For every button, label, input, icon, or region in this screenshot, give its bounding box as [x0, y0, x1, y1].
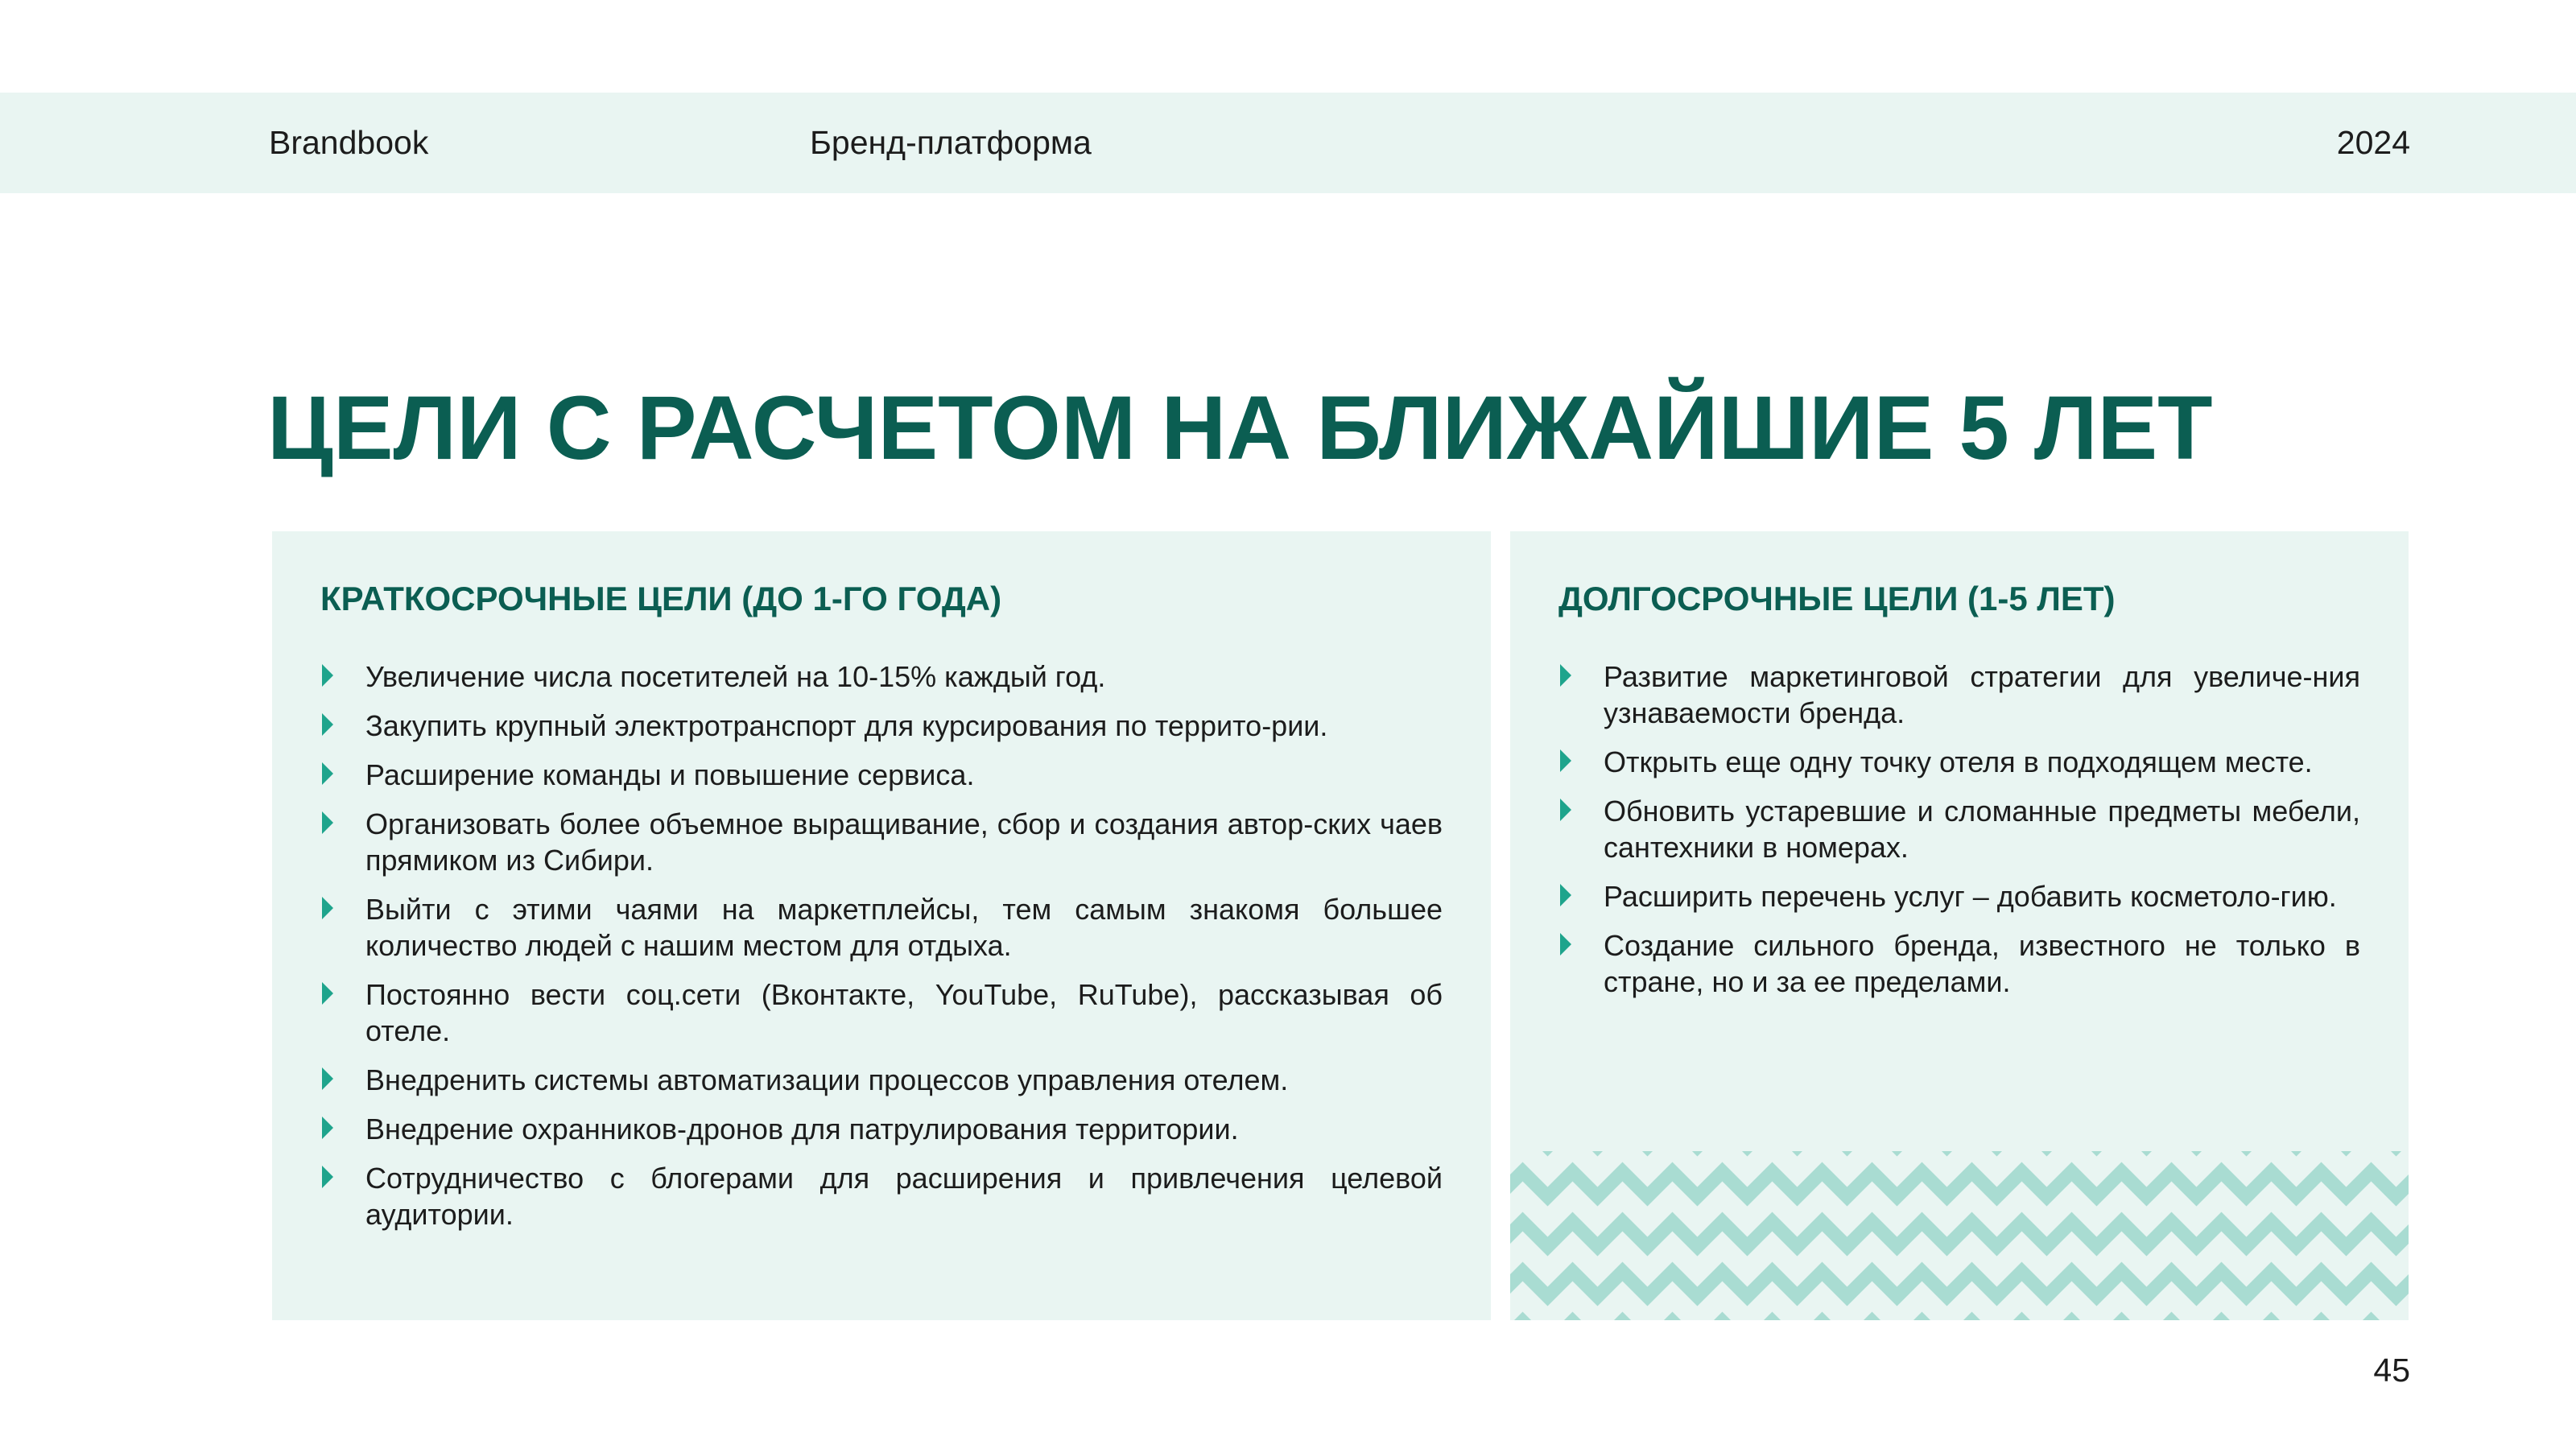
- triangle-bullet-icon: [322, 897, 333, 919]
- long-term-list: [1558, 658, 2360, 1000]
- triangle-bullet-icon: [1560, 749, 1571, 772]
- triangle-bullet-icon: [1560, 884, 1571, 906]
- list-item: Открыть еще одну точку отеля в подходящем месте.: [1558, 744, 2360, 780]
- short-term-panel: [272, 531, 1491, 1320]
- triangle-bullet-icon: [1560, 933, 1571, 956]
- list-item: Обновить устаревшие и сломанные предметы мебели, сантехники в номерах.: [1558, 793, 2360, 865]
- page-number: 45: [2373, 1352, 2410, 1389]
- short-term-heading: КРАТКОСРОЧНЫЕ ЦЕЛИ (ДО 1-ГО ГОДА): [320, 580, 1002, 617]
- triangle-bullet-icon: [322, 664, 333, 687]
- list-item: Развитие маркетинговой стратегии для увеличе-ния узнаваемости бренда.: [1558, 658, 2360, 731]
- zigzag-pattern: [1510, 1151, 2409, 1320]
- list-item: Постоянно вести соц.сети (Вконтакте, YouTube, RuTube), рассказывая об отеле.: [320, 976, 1443, 1049]
- triangle-bullet-icon: [322, 762, 333, 785]
- triangle-bullet-icon: [322, 982, 333, 1005]
- triangle-bullet-icon: [322, 1067, 333, 1090]
- triangle-bullet-icon: [322, 1117, 333, 1139]
- list-item: Создание сильного бренда, известного не только в стране, но и за ее пределами.: [1558, 927, 2360, 1000]
- page-title: ЦЕЛИ С РАСЧЕТОМ НА БЛИЖАЙШИЕ 5 ЛЕТ: [267, 378, 2213, 478]
- list-item: Увеличение числа посетителей на 10-15% каждый год.: [320, 658, 1443, 695]
- section-label: Бренд-платформа: [810, 124, 1092, 161]
- list-item: Организовать более объемное выращивание, сбор и создания автор-ских чаев прямиком из Сибири.: [320, 806, 1443, 878]
- list-item: Выйти с этими чаями на маркетплейсы, тем самым знакомя большее количество людей с нашим местом для отдыха.: [320, 891, 1443, 964]
- brand-label: Brandbook: [269, 124, 429, 161]
- list-item: Внедренить системы автоматизации процессов управления отелем.: [320, 1062, 1443, 1098]
- year-label: 2024: [2336, 124, 2410, 161]
- long-term-panel: [1510, 531, 2409, 1320]
- long-term-heading: ДОЛГОСРОЧНЫЕ ЦЕЛИ (1-5 ЛЕТ): [1558, 580, 2116, 617]
- triangle-bullet-icon: [322, 811, 333, 834]
- triangle-bullet-icon: [322, 1166, 333, 1188]
- triangle-bullet-icon: [1560, 799, 1571, 821]
- list-item: Внедрение охранников-дронов для патрулирования территории.: [320, 1111, 1443, 1147]
- list-item: Сотрудничество с блогерами для расширения и привлечения целевой аудитории.: [320, 1160, 1443, 1232]
- short-term-list: [320, 658, 1443, 1232]
- list-item: Расширение команды и повышение сервиса.: [320, 757, 1443, 793]
- triangle-bullet-icon: [1560, 664, 1571, 687]
- list-item: Закупить крупный электротранспорт для курсирования по террито-рии.: [320, 708, 1443, 744]
- list-item: Расширить перечень услуг – добавить косметоло-гию.: [1558, 878, 2360, 914]
- triangle-bullet-icon: [322, 713, 333, 736]
- header-bar: [0, 93, 2576, 193]
